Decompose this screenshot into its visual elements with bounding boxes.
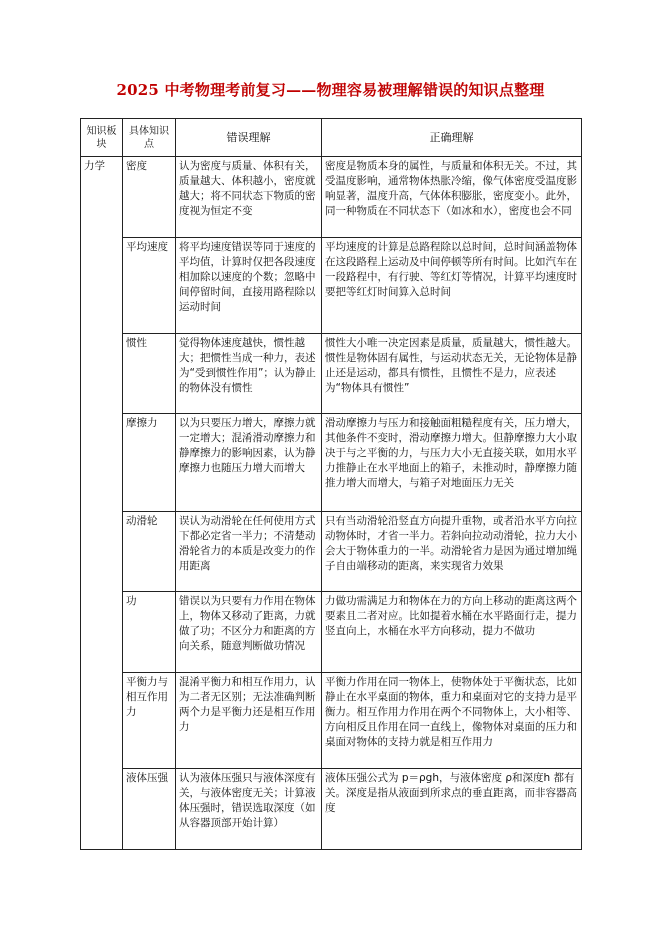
- right-cell: 平均速度的计算是总路程除以总时间，总时间涵盖物体在这段路程上运动及中间停顿等所有时间。比如汽车在一段路程中，有行驶、等红灯等情况，计算平均速度时要把等红灯时间算入总时间: [322, 238, 582, 334]
- document-title: 2025 中考物理考前复习——物理容易被理解错误的知识点整理: [116, 81, 545, 99]
- category-cell-empty: [81, 512, 123, 592]
- topic-cell: 摩擦力: [123, 414, 176, 512]
- category-cell-empty: [81, 592, 123, 673]
- wrong-cell: 混淆平衡力和相互作用力，认为二者无区别；无法准确判断两个力是平衡力还是相互作用力: [176, 673, 322, 769]
- right-cell: 只有当动滑轮沿竖直方向提升重物，或者沿水平方向拉动物体时，才省一半力。若斜向拉动动滑轮，拉力大小会大于物体重力的一半。动滑轮省力是因为通过增加绳子自由端移动的距离，来实现省力效果: [322, 512, 582, 592]
- table-row: [81, 238, 582, 334]
- wrong-cell: 觉得物体速度越快，惯性越大；把惯性当成一种力，表述为“受到惯性作用”；认为静止的物体没有惯性: [176, 334, 322, 414]
- right-cell: 平衡力作用在同一物体上，使物体处于平衡状态，比如静止在水平桌面的物体，重力和桌面对它的支持力是平衡力。相互作用力作用在两个不同物体上，大小相等、方向相反且作用在同一直线上，像物体对桌面的压力和桌面对物体的支持力就是相互作用力: [322, 673, 582, 769]
- wrong-cell: 将平均速度错误等同于速度的平均值，计算时仅把各段速度相加除以速度的个数；忽略中间停留时间，直接用路程除以运动时间: [176, 238, 322, 334]
- table-row: [81, 157, 582, 238]
- table-row: [81, 592, 582, 673]
- table-row: [81, 512, 582, 592]
- topic-cell: 平衡力与相互作用力: [123, 673, 176, 769]
- topic-cell: 平均速度: [123, 238, 176, 334]
- category-cell-empty: [81, 414, 123, 512]
- right-cell: 力做功需满足力和物体在力的方向上移动的距离这两个要素且二者对应。比如提着水桶在水平路面行走，提力竖直向上，水桶在水平方向移动，提力不做功: [322, 592, 582, 673]
- topic-cell: 功: [123, 592, 176, 673]
- topic-cell: 液体压强: [123, 769, 176, 850]
- right-cell: 滑动摩擦力与压力和接触面粗糙程度有关，压力增大，其他条件不变时，滑动摩擦力增大。但静摩擦力大小取决于与之平衡的力，与压力大小无直接关联，如用水平力推静止在水平地面上的箱子，未推动时，静摩擦力随推力增大而增大，与箱子对地面压力无关: [322, 414, 582, 512]
- category-cell-empty: [81, 673, 123, 769]
- right-cell: 液体压强公式为 p＝ρgh，与液体密度 ρ和深度h 都有关。深度是指从液面到所求点的垂直距离，而非容器高度: [322, 769, 582, 850]
- category-cell-empty: [81, 769, 123, 850]
- header-wrong: 错误理解: [176, 119, 322, 157]
- table-row: [81, 334, 582, 414]
- category-cell: 力学: [81, 157, 123, 238]
- wrong-cell: 误认为动滑轮在任何使用方式下都必定省一半力；不清楚动滑轮省力的本质是改变力的作用距离: [176, 512, 322, 592]
- topic-cell: 惯性: [123, 334, 176, 414]
- category-cell-empty: [81, 238, 123, 334]
- header-right: 正确理解: [322, 119, 582, 157]
- wrong-cell: 认为密度与质量、体积有关，质量越大、体积越小，密度就越大；将不同状态下物质的密度视为恒定不变: [176, 157, 322, 238]
- table-header-row: [81, 119, 582, 157]
- table-row: [81, 673, 582, 769]
- wrong-cell: 错误以为只要有力作用在物体上，物体又移动了距离，力就做了功；不区分力和距离的方向关系，随意判断做功情况: [176, 592, 322, 673]
- header-section: 知识板块: [81, 119, 123, 157]
- table-row: [81, 414, 582, 512]
- category-cell-empty: [81, 334, 123, 414]
- topic-cell: 密度: [123, 157, 176, 238]
- topic-cell: 动滑轮: [123, 512, 176, 592]
- right-cell: 惯性大小唯一决定因素是质量，质量越大，惯性越大。惯性是物体固有属性，与运动状态无关，无论物体是静止还是运动，都具有惯性，且惯性不是力，应表述为“物体具有惯性”: [322, 334, 582, 414]
- table-row: [81, 769, 582, 850]
- wrong-cell: 认为液体压强只与液体深度有关，与液体密度无关；计算液体压强时，错误选取深度（如从容器顶部开始计算）: [176, 769, 322, 850]
- knowledge-table: [80, 118, 582, 850]
- right-cell: 密度是物质本身的属性，与质量和体积无关。不过，其受温度影响，通常物体热胀冷缩，像气体密度受温度影响显著，温度升高，气体体积膨胀，密度变小。此外，同一种物质在不同状态下（如冰和水），密度也会不同: [322, 157, 582, 238]
- wrong-cell: 以为只要压力增大，摩擦力就一定增大；混淆滑动摩擦力和静摩擦力的影响因素，认为静摩擦力也随压力增大而增大: [176, 414, 322, 512]
- header-topic: 具体知识点: [123, 119, 176, 157]
